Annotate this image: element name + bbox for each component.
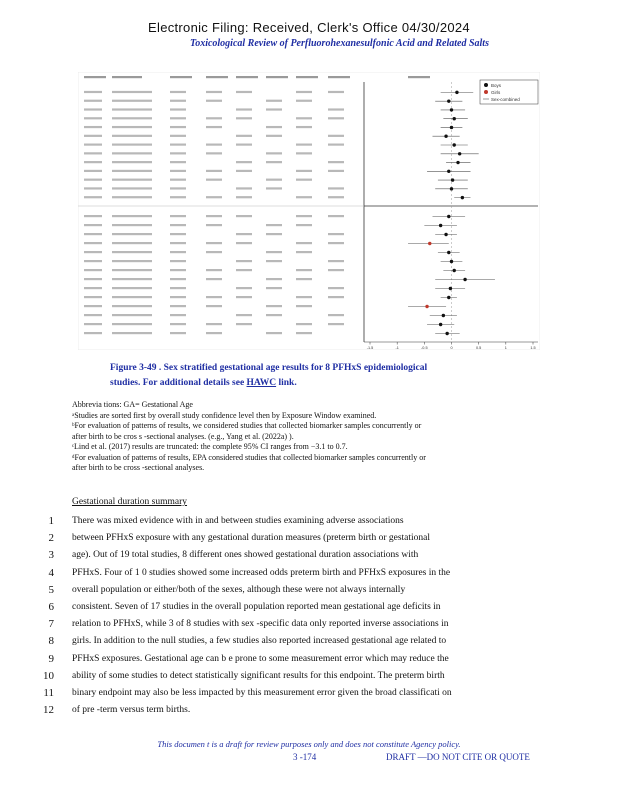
table-cell-text [84, 187, 102, 189]
line-number: 5 [48, 583, 54, 596]
legend-boys-label: Boys [491, 83, 502, 88]
table-cell-text [84, 224, 102, 226]
table-cell-text [236, 135, 252, 137]
table-cell-text [112, 242, 152, 244]
line-number: 8 [48, 635, 54, 648]
table-cell-text [296, 242, 312, 244]
footnote-b: ᵇFor evaluation of patterns of results, we considered studies that collected biomarker samples concurrently or [72, 421, 422, 430]
table-cell-text [236, 323, 252, 325]
table-cell-text [84, 233, 102, 235]
table-cell-text [170, 91, 186, 93]
table-cell-text [328, 269, 344, 271]
table-cell-text [112, 296, 152, 298]
table-cell-text [170, 179, 186, 181]
legend-boys-marker [484, 83, 488, 87]
filing-header: Electronic Filing: Received, Clerk's Office 04/30/2024 [148, 20, 470, 35]
table-cell-text [236, 269, 252, 271]
x-tick-label: -1.5 [366, 346, 374, 350]
table-cell-text [206, 100, 222, 102]
point-estimate [447, 170, 450, 173]
point-estimate [444, 233, 447, 236]
table-cell-text [236, 242, 252, 244]
table-cell-text [170, 305, 186, 307]
line-number: 1 [48, 515, 54, 527]
table-cell-text [296, 332, 312, 334]
footnote-c: ᶜLind et al. (2017) results are truncated: the complete 95% CI ranges from −3.1 to 0.7. [72, 442, 348, 451]
table-cell-text [296, 323, 312, 325]
table-cell-text [112, 91, 152, 93]
table-cell-text [328, 323, 344, 325]
table-cell-text [84, 126, 102, 128]
legend-girls-marker [484, 90, 488, 94]
table-cell-text [328, 215, 344, 217]
point-estimate [453, 269, 456, 272]
table-cell-text [112, 332, 152, 334]
table-cell-text [206, 196, 222, 198]
table-cell-text [328, 91, 344, 93]
table-header-text [112, 76, 142, 78]
table-cell-text [206, 179, 222, 181]
table-cell-text [84, 251, 102, 253]
table-cell-text [112, 251, 152, 253]
table-header-text [84, 76, 106, 78]
table-cell-text [112, 260, 152, 262]
body-text-line: PFHxS. Four of 1 0 studies showed some increased odds preterm birth and PFHxS exposures in the [72, 567, 451, 578]
table-cell-text [296, 269, 312, 271]
table-cell-text [266, 152, 282, 154]
point-estimate [447, 99, 450, 102]
table-cell-text [328, 108, 344, 110]
table-cell-text [266, 100, 282, 102]
x-tick-label: 1.5 [530, 346, 536, 350]
table-header-text [408, 76, 430, 78]
point-estimate [450, 260, 453, 263]
table-cell-text [266, 332, 282, 334]
table-cell-text [170, 117, 186, 119]
table-cell-text [328, 170, 344, 172]
x-tick-label: -0.5 [421, 346, 428, 350]
line-number: 11 [43, 687, 54, 699]
x-tick-label: -1 [395, 346, 399, 350]
table-cell-text [296, 179, 312, 181]
point-estimate [450, 108, 453, 111]
point-estimate [439, 323, 442, 326]
body-text-line: binary endpoint may also be less impacted by this measurement error given the broad classificati on [72, 688, 452, 698]
table-cell-text [112, 187, 152, 189]
table-cell-text [266, 260, 282, 262]
table-cell-text [112, 100, 152, 102]
table-cell-text [84, 296, 102, 298]
table-cell-text [84, 117, 102, 119]
table-cell-text [236, 108, 252, 110]
body-text-line: girls. In addition to the null studies, a few studies also reported increased gestational age related to [72, 636, 447, 647]
table-cell-text [236, 91, 252, 93]
table-cell-text [328, 187, 344, 189]
line-number: 9 [48, 652, 54, 665]
footnote-a: ᵃStudies are sorted first by overall study confidence level then by Exposure Window examined. [72, 410, 377, 420]
table-cell-text [112, 224, 152, 226]
table-cell-text [206, 251, 222, 253]
line-number: 3 [48, 549, 54, 562]
line-number: 7 [48, 618, 54, 631]
table-cell-text [170, 260, 186, 262]
body-text-line: between PFHxS exposure with any gestational duration measures (preterm birth or gestational [72, 533, 431, 544]
point-estimate [428, 242, 431, 245]
body-text-line: overall population or either/both of the sexes, although these were not always internally [72, 584, 406, 595]
table-cell-text [112, 108, 152, 110]
table-cell-text [206, 278, 222, 280]
table-cell-text [112, 287, 152, 289]
draft-disclaimer: This documen t is a draft for review purposes only and does not constitute Agency policy. [157, 739, 461, 749]
legend-combined-label: Sex-combined [491, 97, 520, 102]
table-cell-text [328, 196, 344, 198]
point-estimate [450, 126, 453, 129]
table-cell-text [206, 215, 222, 217]
caption-line-2-start: studies. For additional details see [110, 378, 247, 388]
table-cell-text [328, 135, 344, 137]
figure-caption [110, 361, 490, 391]
table-cell-text [328, 296, 344, 298]
table-cell-text [170, 287, 186, 289]
table-cell-text [170, 314, 186, 316]
x-tick-label: 0.5 [476, 346, 482, 350]
table-cell-text [328, 242, 344, 244]
document-subtitle: Toxicological Review of Perfluorohexanesulfonic Acid and Related Salts [190, 38, 489, 49]
table-cell-text [236, 161, 252, 163]
table-cell-text [328, 233, 344, 235]
table-cell-text [112, 305, 152, 307]
table-cell-text [236, 117, 252, 119]
point-estimate [451, 178, 454, 181]
table-cell-text [84, 278, 102, 280]
table-cell-text [112, 144, 152, 146]
forest-plot-figure [78, 72, 540, 350]
table-cell-text [112, 135, 152, 137]
table-cell-text [170, 224, 186, 226]
table-cell-text [206, 305, 222, 307]
table-cell-text [206, 170, 222, 172]
table-cell-text [206, 152, 222, 154]
point-estimate [455, 91, 458, 94]
table-cell-text [206, 242, 222, 244]
x-tick-label: 1 [504, 346, 507, 350]
table-cell-text [84, 161, 102, 163]
table-cell-text [236, 287, 252, 289]
body-text-line: age). Out of 19 total studies, 8 different ones showed gestational duration associations with [72, 550, 419, 561]
table-cell-text [112, 269, 152, 271]
table-cell-text [112, 323, 152, 325]
table-cell-text [112, 161, 152, 163]
table-cell-text [296, 117, 312, 119]
point-estimate [442, 314, 445, 317]
point-estimate [444, 135, 447, 138]
table-cell-text [112, 196, 152, 198]
line-number: 12 [43, 704, 54, 717]
table-cell-text [328, 260, 344, 262]
table-cell-text [266, 314, 282, 316]
table-cell-text [236, 170, 252, 172]
table-header-text [328, 76, 350, 78]
table-cell-text [170, 296, 186, 298]
body-text-line: ability of some studies to detect statistically significant results for this endpoint. The preterm birth [72, 670, 445, 681]
table-cell-text [206, 224, 222, 226]
table-cell-text [170, 170, 186, 172]
footnote-abbreviations: Abbrevia tions: GA= Gestational Age [72, 400, 193, 409]
table-cell-text [84, 152, 102, 154]
table-cell-text [296, 100, 312, 102]
table-cell-text [236, 314, 252, 316]
table-cell-text [296, 305, 312, 307]
table-cell-text [206, 332, 222, 334]
table-cell-text [328, 117, 344, 119]
point-estimate [450, 187, 453, 190]
table-cell-text [84, 332, 102, 334]
table-cell-text [296, 91, 312, 93]
table-cell-text [328, 314, 344, 316]
body-text-line: There was mixed evidence with in and between studies examining adverse associations [72, 516, 404, 526]
table-cell-text [296, 126, 312, 128]
table-cell-text [112, 278, 152, 280]
table-cell-text [206, 91, 222, 93]
line-number: 10 [43, 669, 54, 682]
table-cell-text [296, 152, 312, 154]
point-estimate [458, 152, 461, 155]
table-cell-text [170, 332, 186, 334]
table-cell-text [296, 224, 312, 226]
figure-legend [480, 80, 538, 104]
line-number: 6 [48, 601, 54, 613]
body-text-line: PFHxS exposures. Gestational age can b e prone to some measurement error which may reduce the [72, 653, 449, 664]
table-cell-text [170, 161, 186, 163]
table-cell-text [206, 144, 222, 146]
table-cell-text [236, 260, 252, 262]
table-header-text [296, 76, 318, 78]
table-cell-text [328, 287, 344, 289]
table-cell-text [170, 215, 186, 217]
table-cell-text [206, 323, 222, 325]
table-cell-text [236, 215, 252, 217]
table-cell-text [84, 170, 102, 172]
table-cell-text [170, 251, 186, 253]
table-cell-text [84, 287, 102, 289]
body-text-line: consistent. Seven of 17 studies in the overall population reported mean gestational age deficits in [72, 602, 441, 612]
hawc-link[interactable]: HAWC [246, 378, 277, 388]
table-cell-text [296, 251, 312, 253]
table-cell-text [84, 179, 102, 181]
line-number: 4 [48, 566, 54, 579]
table-cell-text [84, 323, 102, 325]
point-estimate [425, 305, 428, 308]
table-cell-text [296, 278, 312, 280]
footnote-b-cont: after birth to be cros s -sectional analyses. (e.g., Yang et al. (2022a) ). [72, 431, 294, 441]
table-cell-text [84, 100, 102, 102]
table-cell-text [266, 179, 282, 181]
table-cell-text [112, 215, 152, 217]
table-header-text [266, 76, 288, 78]
table-cell-text [112, 179, 152, 181]
point-estimate [461, 196, 464, 199]
point-estimate [447, 296, 450, 299]
table-cell-text [296, 296, 312, 298]
table-cell-text [266, 161, 282, 163]
table-cell-text [206, 117, 222, 119]
table-cell-text [84, 108, 102, 110]
x-tick-label: 0 [450, 346, 453, 350]
point-estimate [449, 287, 452, 290]
table-cell-text [266, 187, 282, 189]
table-cell-text [84, 196, 102, 198]
section-title: Gestational duration summary [72, 497, 188, 507]
table-cell-text [84, 314, 102, 316]
table-cell-text [170, 108, 186, 110]
table-cell-text [84, 144, 102, 146]
legend-girls-label: Girls [491, 90, 501, 95]
table-cell-text [170, 144, 186, 146]
table-cell-text [84, 260, 102, 262]
draft-notice: DRAFT —DO NOT CITE OR QUOTE [386, 752, 530, 762]
table-cell-text [112, 314, 152, 316]
table-cell-text [84, 242, 102, 244]
table-cell-text [112, 152, 152, 154]
footnote-d-cont: after birth to be cross -sectional analyses. [72, 463, 205, 472]
table-cell-text [170, 242, 186, 244]
table-cell-text [170, 278, 186, 280]
table-cell-text [296, 170, 312, 172]
point-estimate [456, 161, 459, 164]
figure-footnotes [72, 400, 542, 474]
table-cell-text [266, 126, 282, 128]
table-cell-text [266, 305, 282, 307]
table-cell-text [328, 161, 344, 163]
point-estimate [447, 215, 450, 218]
table-cell-text [266, 251, 282, 253]
line-number: 2 [48, 532, 54, 545]
table-cell-text [84, 305, 102, 307]
table-cell-text [112, 233, 152, 235]
body-text-line: of pre -term versus term births. [72, 705, 191, 716]
table-header-text [170, 76, 192, 78]
table-cell-text [112, 117, 152, 119]
table-cell-text [296, 215, 312, 217]
point-estimate [447, 251, 450, 254]
table-cell-text [296, 196, 312, 198]
table-cell-text [84, 215, 102, 217]
table-header-text [236, 76, 258, 78]
point-estimate [453, 117, 456, 120]
table-cell-text [170, 100, 186, 102]
table-cell-text [206, 126, 222, 128]
footnote-d: ᵈFor evaluation of patterns of results, EPA considered studies that collected biomarker samples concurrently or [72, 452, 426, 462]
table-cell-text [170, 323, 186, 325]
table-cell-text [328, 144, 344, 146]
table-cell-text [84, 91, 102, 93]
table-cell-text [170, 233, 186, 235]
table-cell-text [296, 144, 312, 146]
table-cell-text [206, 269, 222, 271]
table-header-text [206, 76, 228, 78]
caption-line-2 [110, 376, 490, 391]
point-estimate [453, 143, 456, 146]
table-cell-text [236, 187, 252, 189]
table-cell-text [84, 135, 102, 137]
table-cell-text [266, 108, 282, 110]
caption-line-1: Figure 3-49 . Sex stratified gestational age results for 8 PFHxS epidemiological [110, 363, 428, 373]
table-cell-text [206, 296, 222, 298]
point-estimate [463, 278, 466, 281]
table-cell-text [170, 152, 186, 154]
table-cell-text [170, 126, 186, 128]
table-cell-text [266, 278, 282, 280]
table-cell-text [170, 269, 186, 271]
caption-line-2-end: link. [276, 378, 297, 388]
table-cell-text [266, 287, 282, 289]
table-cell-text [266, 233, 282, 235]
table-cell-text [170, 187, 186, 189]
point-estimate [445, 332, 448, 335]
table-cell-text [170, 135, 186, 137]
table-cell-text [84, 269, 102, 271]
point-estimate [439, 224, 442, 227]
page-number: 3 -174 [293, 752, 317, 762]
table-cell-text [266, 224, 282, 226]
table-cell-text [236, 196, 252, 198]
table-cell-text [112, 170, 152, 172]
body-text-line: relation to PFHxS, while 3 of 8 studies with sex -specific data only reported inverse associations in [72, 619, 449, 630]
table-cell-text [170, 196, 186, 198]
table-cell-text [266, 135, 282, 137]
table-cell-text [112, 126, 152, 128]
table-cell-text [236, 296, 252, 298]
table-cell-text [236, 144, 252, 146]
table-cell-text [236, 233, 252, 235]
